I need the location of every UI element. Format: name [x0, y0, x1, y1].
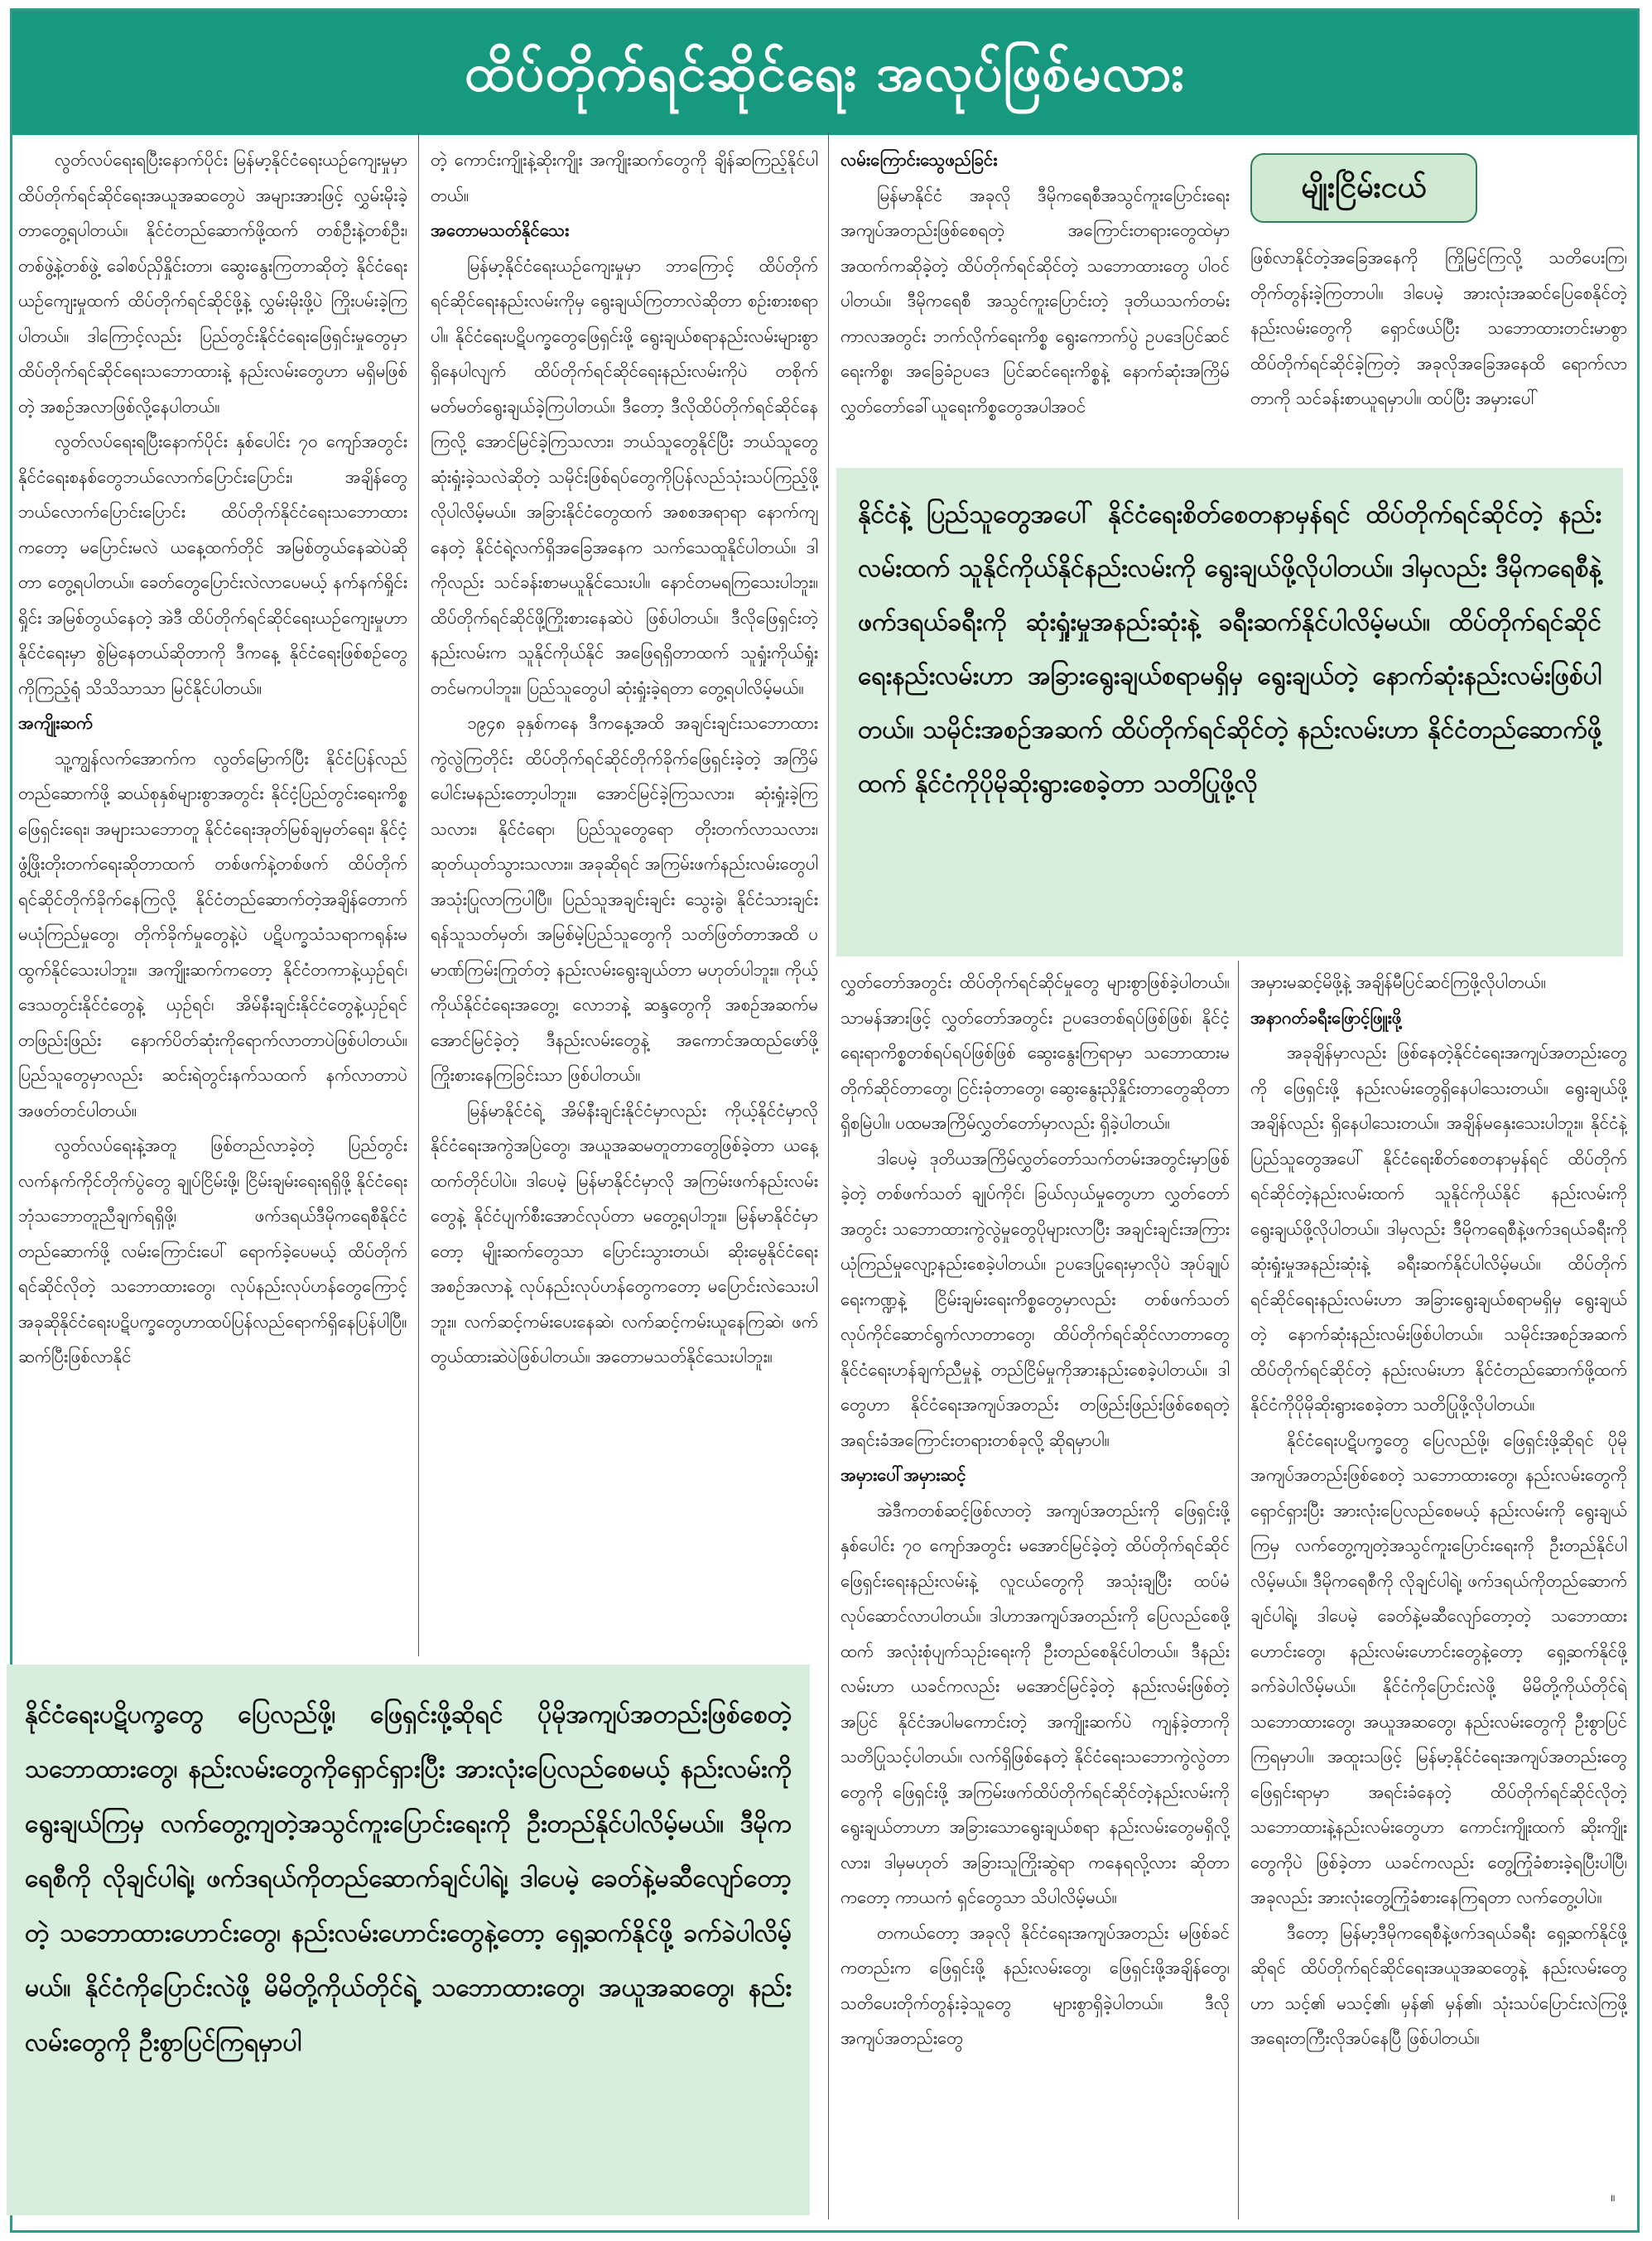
- pull-quote-text: နိုင်ငံနဲ့ ပြည်သူတွေအပေါ် နိုင်ငံရေးစိတ်စေတနာမှန်ရင် ထိပ်တိုက်ရင်ဆိုင်တဲ့ နည်းလမ်းထက် သူနိုင်ကိုယ်နိုင်နည်းလမ်းကို ရွေးချယ်ဖို့လိုပါတယ်။ ဒါမှလည်း ဒီမိုကရေစီနဲ့ဖက်ဒရယ်ခရီးကို ဆုံးရှုံးမှုအနည်းဆုံးနဲ့ ခရီးဆက်နိုင်ပါလိမ့်မယ်။ ထိပ်တိုက်ရင်ဆိုင်ရေးနည်းလမ်းဟာ အခြားရွေးချယ်စရာမရှိမှ ရွေးချယ်တဲ့ နောက်ဆုံးနည်းလမ်းဖြစ်ပါတယ်။ သမိုင်းအစဉ်အဆက် ထိပ်တိုက်ရင်ဆိုင်တဲ့ နည်းလမ်းဟာ နိုင်ငံတည်ဆောက်ဖို့ထက် နိုင်ငံကိုပိုမိုဆိုးရွားစေခဲ့တာ သတိပြုဖို့လို: [858, 500, 1601, 798]
- paragraph: လွတ်လပ်ရေးရပြီးနောက်ပိုင်း မြန်မာ့နိုင်ငံရေးယဉ်ကျေးမှုမှာ ထိပ်တိုက်ရင်ဆိုင်ရေးအယူအဆတွေပဲ အများအားဖြင့် လွှမ်းမိုးခဲ့တာတွေ့ရပါတယ်။ နိုင်ငံတည်ဆောက်ဖို့ထက် တစ်ဦးနဲ့တစ်ဦး၊ တစ်ဖွဲ့နဲ့တစ်ဖွဲ့ ခေါစပ်ညှိနှိုင်းတာ၊ ဆွေးနွေးကြတာဆိုတဲ့ နိုင်ငံရေးယဉ်ကျေးမှုထက် ထိပ်တိုက်ရင်ဆိုင်ဖို့နဲ့ လွှမ်းမိုးဖို့ပဲ ကြိုးပမ်းခဲ့ကြပါတယ်။ ဒါကြောင့်လည်း ပြည်တွင်းနိုင်ငံရေးဖြေရှင်းမှုတွေမှာ ထိပ်တိုက်ရင်ဆိုင်ရေးသဘောထားနဲ့ နည်းလမ်းတွေဟာ မရှိမဖြစ်တဲ့ အစဉ်အလာဖြစ်လို့နေပါတယ်။: [18, 150, 407, 417]
- paragraph: နိုင်ငံရေးပဋိပက္ခတွေ ပြေလည်ဖို့၊ ဖြေရှင်းဖို့ဆိုရင် ပိုမိုအကျပ်အတည်းဖြစ်စေတဲ့ သဘောထားတွေ၊ နည်းလမ်းတွေကို ရှောင်ရှားပြီး အားလုံးပြေလည်စေမယ့် နည်းလမ်းကို ရွေးချယ်ကြမှ လက်တွေ့ကျတဲ့အသွင်ကူးပြောင်းရေးကို ဦးတည်နိုင်ပါလိမ့်မယ်။ ဒီမိုကရေစီကို လိုချင်ပါရဲ့၊ ဖက်ဒရယ်ကိုတည်ဆောက်ချင်ပါရဲ့၊ ဒါပေမဲ့ ခေတ်နဲ့မဆီလျော်တော့တဲ့ သဘောထားဟောင်းတွေ၊ နည်းလမ်းဟောင်းတွေနဲ့တော့ ရှေ့ဆက်နိုင်ဖို့ ခက်ခဲပါလိမ့်မယ်။ နိုင်ငံကိုပြောင်းလဲဖို့ မိမိတို့ကိုယ်တိုင်ရဲ့ သဘောထားတွေ၊ အယူအဆတွေ၊ နည်းလမ်းတွေကို ဦးစွာပြင်ကြရမှာပါ။ အထူးသဖြင့် မြန်မာ့နိုင်ငံရေးအကျပ်အတည်းတွေဖြေရှင်းရာမှာ အရင်းခံနေတဲ့ ထိပ်တိုက်ရင်ဆိုင်လိုတဲ့ သဘောထားနဲ့နည်းလမ်းတွေဟာ ကောင်းကျိုးထက် ဆိုးကျိုးတွေကိုပဲ ဖြစ်ခဲ့တာ ယခင်ကလည်း တွေ့ကြုံခံစားခဲ့ရပြီးပါပြီ၊ အခုလည်း အားလုံးတွေ့ကြုံခံစားနေကြရတာ လက်တွေ့ပါပဲ။: [1250, 1429, 1627, 1907]
- paragraph: တကယ်တော့ အခုလို နိုင်ငံရေးအကျပ်အတည်း မဖြစ်ခင်ကတည်းက ဖြေရှင်းဖို့ နည်းလမ်းတွေ၊ ဖြေရှင်းဖို့အချိန်တွေ၊ သတိပေးတိုက်တွန်းခဲ့သူတွေ များစွာရှိခဲ့ပါတယ်။ ဒီလိုအကျပ်အတည်းတွေ: [840, 1922, 1230, 2048]
- section-heading: အမှားပေါ်အမှားဆင့်: [840, 1465, 966, 1485]
- section-heading: အနာဂတ်ခရီးဖြောင့်ဖြူးဖို့: [1250, 1007, 1402, 1028]
- pull-quote: [7, 1665, 810, 2215]
- paragraph: မြန်မာ့နိုင်ငံရေးယဉ်ကျေးမှုမှာ ဘာကြောင့် ထိပ်တိုက်ရင်ဆိုင်ရေးနည်းလမ်းကိုမှ ရွေးချယ်ကြတာလဲဆိုတာ စဉ်းစားစရာပါ။ နိုင်ငံရေးပဋိပက္ခတွေဖြေရှင်းဖို့ ရွေးချယ်စရာနည်းလမ်းများစွာရှိနေပါလျက် ထိပ်တိုက်ရင်ဆိုင်ရေးနည်းလမ်းကိုပဲ တစိုက်မတ်မတ်ရွေးချယ်ခဲ့ကြပါတယ်။ ဒီတော့ ဒီလိုထိပ်တိုက်ရင်ဆိုင်နေကြလို့ အောင်မြင်ခဲ့ကြသလား၊ ဘယ်သူတွေနိုင်ပြီး ဘယ်သူတွေဆုံးရှုံးခဲ့သလဲဆိုတဲ့ သမိုင်းဖြစ်ရပ်တွေကိုပြန်လည်သုံးသပ်ကြည့်ဖို့ လိုပါလိမ့်မယ်။ အခြားနိုင်ငံတွေထက် အစစအရာရာ နောက်ကျနေတဲ့ နိုင်ငံရဲ့လက်ရှိအခြေအနေက သက်သေထူနိုင်ပါတယ်။ ဒါကိုလည်း သင်ခန်းစာမယူနိုင်သေးပါ။ နောင်တမရကြသေးပါဘူး။ ထိပ်တိုက်ရင်ဆိုင်ဖို့ကြိုးစားနေဆဲပဲ ဖြစ်ပါတယ်။ ဒီလိုဖြေရှင်းတဲ့နည်းလမ်းက သူနိုင်ကိုယ်နိုင် အဖြေရရှိတာထက် သူရှုံးကိုယ်ရှုံးတင်မကပါဘူး။ ပြည်သူတွေပါ ဆုံးရှုံးခဲ့ရတာ တွေ့ရပါလိမ့်မယ်။: [431, 255, 818, 698]
- column-divider: [418, 133, 419, 1656]
- paragraph: ဖြစ်လာနိုင်တဲ့အခြေအနေကို ကြိုမြင်ကြလို့ သတိပေးကြ၊ တိုက်တွန်းခဲ့ကြတာပါ။ ဒါပေမဲ့ အားလုံးအဆင်ပြေစေနိုင်တဲ့ နည်းလမ်းတွေကို ရှောင်ဖယ်ပြီး သဘောထားတင်းမာစွာ ထိပ်တိုက်ရင်ဆိုင်ခဲ့ကြတဲ့ အခုလိုအခြေအနေထိ ရောက်လာတာကို သင်ခန်းစာယူရမှာပါ။ ထပ်ပြီး အမှားပေါ်: [1250, 248, 1627, 408]
- paragraph: အဲဒီကတစ်ဆင့်ဖြစ်လာတဲ့ အကျပ်အတည်းကို ဖြေရှင်းဖို့ နှစ်ပေါင်း ၇၀ ကျော်အတွင်း မအောင်မြင်ခဲ့တဲ့ ထိပ်တိုက်ရင်ဆိုင်ဖြေရှင်းရေးနည်းလမ်းနဲ့ လူငယ်တွေကို အသုံးချပြီး ထပ်မံလုပ်ဆောင်လာပါတယ်။ ဒါဟာအကျပ်အတည်းကို ပြေလည်စေဖို့ထက် အလုံးစုံပျက်သုဉ်းရေးကို ဦးတည်စေနိုင်ပါတယ်။ ဒီနည်းလမ်းဟာ ယခင်ကလည်း မအောင်မြင်ခဲ့တဲ့ နည်းလမ်းဖြစ်တဲ့အပြင် နိုင်ငံအပါမကောင်းတဲ့ အကျိုးဆက်ပဲ ကျန်ခဲ့တာကို သတိပြုသင့်ပါတယ်။ လက်ရှိဖြစ်နေတဲ့ နိုင်ငံရေးသဘောကွဲလွဲတာတွေကို ဖြေရှင်းဖို့ အကြမ်းဖက်ထိပ်တိုက်ရင်ဆိုင်တဲ့နည်းလမ်းကို ရွေးချယ်တာဟာ အခြားသောရွေးချယ်စရာ နည်းလမ်းတွေမရှိလို့လား၊ ဒါမှမဟုတ် အခြားသူကြိုးဆွဲရာ ကနေရလို့လား ဆိုတာကတော့ ကာယကံ ရှင်တွေသာ သိပါလိမ့်မယ်။: [840, 1500, 1230, 1907]
- column-4-top: [1250, 240, 1627, 457]
- column-divider: [828, 133, 829, 2219]
- paragraph: မြန်မာနိုင်ငံ အခုလို ဒီမိုကရေစီအသွင်ကူးပြောင်းရေးအကျပ်အတည်းဖြစ်စေရတဲ့ အကြောင်းတရားတွေထဲမှာ အထက်ကဆိုခဲ့တဲ့ ထိပ်တိုက်ရင်ဆိုင်တဲ့ သဘောထားတွေ ပါဝင်ပါတယ်။ ဒီမိုကရေစီ အသွင်ကူးပြောင်းတဲ့ ဒုတိယသက်တမ်းကာလအတွင်း ဘက်လိုက်ရေးကိစ္စ ရွေးကောက်ပွဲ ဥပဒေပြင်ဆင်ရေးကိစ္စ၊ အခြေခံဥပဒေ ပြင်ဆင်ရေးကိစ္စနဲ့ နောက်ဆုံးအကြိမ် လွှတ်တော်ခေါ်ယူရေးကိစ္စတွေအပါအဝင်: [840, 185, 1230, 417]
- pull-quote-text: နိုင်ငံရေးပဋိပက္ခတွေ ပြေလည်ဖို့၊ ဖြေရှင်းဖို့ဆိုရင် ပိုမိုအကျပ်အတည်းဖြစ်စေတဲ့ သဘောထားတွေ၊ နည်းလမ်းတွေကိုရှောင်ရှားပြီး အားလုံးပြေလည်စေမယ့် နည်းလမ်းကို ရွေးချယ်ကြမှ လက်တွေ့ကျတဲ့အသွင်ကူးပြောင်းရေးကို ဦးတည်နိုင်ပါလိမ့်မယ်။ ဒီမိုကရေစီကို လိုချင်ပါရဲ့၊ ဖက်ဒရယ်ကိုတည်ဆောက်ချင်ပါရဲ့၊ ဒါပေမဲ့ ခေတ်နဲ့မဆီလျော်တော့တဲ့ သဘောထားဟောင်းတွေ၊ နည်းလမ်းဟောင်းတွေနဲ့တော့ ရှေ့ဆက်နိုင်ဖို့ ခက်ခဲပါလိမ့်မယ်။ နိုင်ငံကိုပြောင်းလဲဖို့ မိမိတို့ကိုယ်တိုင်ရဲ့ သဘောထားတွေ၊ အယူအဆတွေ၊ နည်းလမ်းတွေကို ဦးစွာပြင်ကြရမှာပါ: [25, 1700, 792, 2057]
- paragraph: အမှားမဆင့်မိဖို့နဲ့ အချိန်မီပြင်ဆင်ကြဖို့လိုပါတယ်။: [1250, 972, 1546, 992]
- paragraph: သူ့ကျွန်လက်အောက်က လွတ်မြောက်ပြီး နိုင်ငံပြန်လည်တည်ဆောက်ဖို့ ဆယ်စုနှစ်များစွာအတွင်း နိုင်ငံ့ပြည်တွင်းရေးကိစ္စဖြေရှင်းရေး၊ အများသဘောတူ နိုင်ငံရေးအုတ်မြစ်ချမှတ်ရေး၊ နိုင်ငံ့ဖွံ့ဖြိုးတိုးတက်ရေးဆိုတာထက် တစ်ဖက်နဲ့တစ်ဖက် ထိပ်တိုက်ရင်ဆိုင်တိုက်ခိုက်နေကြလို့ နိုင်ငံတည်ဆောက်တဲ့အချိန်တောက် မယုံကြည်မှုတွေ၊ တိုက်ခိုက်မှုတွေနဲ့ပဲ ပဋိပက္ခသံသရာကရုန်းမထွက်နိုင်သေးပါဘူး။ အကျိုးဆက်ကတော့ နိုင်ငံတကာနဲ့ယှဉ်ရင်၊ ဒေသတွင်းနိုင်ငံတွေနဲ့ ယှဉ်ရင်၊ အိမ်နီးချင်းနိုင်ငံတွေနဲ့ယှဉ်ရင် တဖြည်းဖြည်း နောက်ပိတ်ဆုံးကိုရောက်လာတာပဲဖြစ်ပါတယ်။ ပြည်သူတွေမှာလည်း ဆင်းရဲတွင်းနက်သထက် နက်လာတာပဲ အဖတ်တင်ပါတယ်။: [18, 748, 407, 1120]
- column-3-top: [840, 142, 1230, 457]
- column-2: [431, 142, 818, 1658]
- author-name: မျိုးငြိမ်းငယ်: [1250, 153, 1477, 223]
- paragraph: ၁၉၄၈ ခုနှစ်ကနေ ဒီကနေ့အထိ အချင်းချင်းသဘောထားကွဲလွဲကြတိုင်း ထိပ်တိုက်ရင်ဆိုင်တိုက်ခိုက်ဖြေရှင်းခဲ့တဲ့ အကြိမ်ပေါင်းမနည်းတော့ပါဘူး။ အောင်မြင်ခဲ့ကြသလား၊ ဆုံးရှုံးခဲ့ကြသလား၊ နိုင်ငံရော၊ ပြည်သူတွေရော တိုးတက်လာသလား၊ ဆုတ်ယုတ်သွားသလား။ အခုဆိုရင် အကြမ်းဖက်နည်းလမ်းတွေပါ အသုံးပြုလာကြပါပြီ။ ပြည်သူအချင်းချင်း သွေးခွဲ၊ နိုင်ငံသားချင်း ရန်သူသတ်မှတ်၊ အမြစ်မဲ့ပြည်သူတွေကို သတ်ဖြတ်တာအထိ ပမာဏ်ကြမ်းကြုတ်တဲ့ နည်းလမ်းရွေးချယ်တာ မဟုတ်ပါဘူး။ ကိုယ့်ကိုယ်နိုင်ငံရေးအတွေ့၊ လောဘနဲ့ ဆန္ဒတွေကို အစဉ်အဆက်မအောင်မြင်ခဲ့တဲ့ ဒီနည်းလမ်းတွေနဲ့ အကောင်အထည်ဖော်ဖို့ ကြိုးစားနေကြခြင်းသာ ဖြစ်ပါတယ်။: [431, 713, 818, 1085]
- section-heading: လမ်းကြောင်းသွေဖည်ခြင်း: [840, 150, 998, 170]
- section-heading: အကျိုးဆက်: [18, 713, 94, 733]
- paragraph: လွတ်လပ်ရေးရပြီးနောက်ပိုင်း နှစ်ပေါင်း ၇၀ ကျော်အတွင်း နိုင်ငံရေးစနစ်တွေဘယ်လောက်ပြောင်းပြောင်း၊ အချိန်တွေဘယ်လောက်ပြောင်းပြောင်း ထိပ်တိုက်နိုင်ငံရေးသဘောထားကတော့ မပြောင်းမလဲ ယနေ့ထက်တိုင် အမြစ်တွယ်နေဆဲပဲဆိုတာ တွေ့ရပါတယ်။ ခေတ်တွေပြောင်းလဲလာပေမယ့် နက်နက်ရှိုင်းရှိုင်း အမြစ်တွယ်နေတဲ့ အဲဒီ ထိပ်တိုက်ရင်ဆိုင်ရေးယဉ်ကျေးမှုဟာ နိုင်ငံရေးမှာ စွဲမြဲနေတယ်ဆိုတာကို ဒီကနေ့ နိုင်ငံရေးဖြစ်စဉ်တွေကိုကြည့်ရုံ သိသိသာသာ မြင်နိုင်ပါတယ်။: [18, 431, 407, 698]
- paragraph: လွှတ်တော်အတွင်း ထိပ်တိုက်ရင်ဆိုင်မှုတွေ များစွာဖြစ်ခဲ့ပါတယ်။ သာမန်အားဖြင့် လွှတ်တော်အတွင်း ဥပဒေတစ်ရပ်ဖြစ်ဖြစ်၊ နိုင်ငံ့ရေးရာကိစ္စတစ်ရပ်ရပ်ဖြစ်ဖြစ် ဆွေးနွေးကြရာမှာ သဘောထားမတိုက်ဆိုင်တာတွေ၊ ငြင်းခုံတာတွေ၊ ဆွေးနွေးညှိနှိုင်းတာတွေဆိုတာ ရှိစမြဲပါ။ ပထမအကြိမ်လွှတ်တော်မှာလည်း ရှိခဲ့ပါတယ်။: [840, 972, 1230, 1133]
- section-heading: အတောမသတ်နိုင်သေး: [431, 220, 570, 240]
- paragraph: ဒီတော့ မြန်မာ့ဒီမိုကရေစီနဲ့ဖက်ဒရယ်ခရီး ရှေ့ဆက်နိုင်ဖို့ဆိုရင် ထိပ်တိုက်ရင်ဆိုင်ရေးအယူအဆတွေနဲ့ နည်းလမ်းတွေဟာ သင့်၏ မသင့်၏၊ မှန်၏ မှန်၏၊ သုံးသပ်ပြောင်းလဲကြဖို့ အရေးတကြီးလိုအပ်နေပြီ ဖြစ်ပါတယ်။: [1250, 1922, 1627, 2048]
- pull-quote: [836, 468, 1623, 957]
- column-4-bottom: [1250, 965, 1627, 2182]
- column-3-bottom: [840, 965, 1230, 2219]
- column-divider: [1238, 961, 1239, 2219]
- end-mark: ။: [1611, 2188, 1616, 2205]
- paragraph: အခုချိန်မှာလည်း ဖြစ်နေတဲ့နိုင်ငံရေးအကျပ်အတည်းတွေကို ဖြေရှင်းဖို့ နည်းလမ်းတွေရှိနေပါသေးတယ်။ ရွေးချယ်ဖို့အချိန်လည်း ရှိနေပါသေးတယ်။ အချိန်မနှေးသေးပါဘူး။ နိုင်ငံနဲ့ ပြည်သူတွေအပေါ် နိုင်ငံရေးစိတ်စေတနာမှန်ရင် ထိပ်တိုက်ရင်ဆိုင်တဲ့နည်းလမ်းထက် သူနိုင်ကိုယ်နိုင် နည်းလမ်းကို ရွေးချယ်ဖို့လိုပါတယ်။ ဒါမှလည်း ဒီမိုကရေစီနဲ့ဖက်ဒရယ်ခရီးကို ဆုံးရှုံးမှုအနည်းဆုံးနဲ့ ခရီးဆက်နိုင်ပါလိမ့်မယ်။ ထိပ်တိုက်ရင်ဆိုင်ရေးနည်းလမ်းဟာ အခြားရွေးချယ်စရာမရှိမှ ရွေးချယ်တဲ့ နောက်ဆုံးနည်းလမ်းဖြစ်ပါတယ်။ သမိုင်းအစဉ်အဆက် ထိပ်တိုက်ရင်ဆိုင်တဲ့ နည်းလမ်းဟာ နိုင်ငံတည်ဆောက်ဖို့ထက် နိုင်ငံကိုပိုမိုဆိုးရွားစေခဲ့တာ သတိပြုဖို့လိုပါတယ်။: [1250, 1043, 1627, 1414]
- paragraph: တဲ့ ကောင်းကျိုးနဲ့ဆိုးကျိုး အကျိုးဆက်တွေကို ချိန်ဆကြည့်နိုင်ပါတယ်။: [431, 150, 818, 205]
- column-1: [18, 142, 407, 1658]
- paragraph: လွတ်လပ်ရေးနဲ့အတူ ဖြစ်တည်လာခဲ့တဲ့ ပြည်တွင်းလက်နက်ကိုင်တိုက်ပွဲတွေ ချုပ်ငြိမ်းဖို့၊ ငြိမ်းချမ်းရေးရရှိဖို့ နိုင်ငံရေးဘုံသဘောတူညီချက်ရရှိဖို့၊ ဖက်ဒရယ်ဒီမိုကရေစီနိုင်ငံ တည်ဆောက်ဖို့ လမ်းကြောင်းပေါ် ရောက်ခဲ့ပေမယ့် ထိပ်တိုက်ရင်ဆိုင်လိုတဲ့ သဘောထားတွေ၊ လုပ်နည်းလုပ်ဟန်တွေကြောင့် အခုဆိုနိုင်ငံရေးပဋိပက္ခတွေဟာထပ်ပြန်လည်ရောက်ရှိနေပြန်ပါပြီ။ ဆက်ပြီးဖြစ်လာနိုင်: [18, 1135, 407, 1366]
- paragraph: မြန်မာနိုင်ငံရဲ့ အိမ်နီးချင်းနိုင်ငံမှာလည်း ကိုယ့်နိုင်ငံမှာလို နိုင်ငံရေးအကွဲအပြဲတွေ၊ အယူအဆမတူတာတွေဖြစ်ခဲ့တာ ယနေ့ထက်တိုင်ပါပဲ။ ဒါပေမဲ့ မြန်မာနိုင်ငံမှာလို အကြမ်းဖက်နည်းလမ်းတွေနဲ့ နိုင်ငံပျက်စီးအောင်လုပ်တာ မတွေ့ရပါဘူး။ မြန်မာနိုင်ငံမှာတော့ မျိုးဆက်တွေသာ ပြောင်းသွားတယ်၊ ဆိုးမွေနိုင်ငံရေး အစဉ်အလာနဲ့ လုပ်နည်းလုပ်ဟန်တွေကတော့ မပြောင်းလဲသေးပါဘူး။ လက်ဆင့်ကမ်းပေးနေဆဲ၊ လက်ဆင့်ကမ်းယူနေကြဆဲ၊ ဖက်တွယ်ထားဆဲပဲဖြစ်ပါတယ်။ အတောမသတ်နိုင်သေးပါဘူး။: [431, 1100, 818, 1366]
- article-title: ထိပ်တိုက်ရင်ဆိုင်ရေး အလုပ်ဖြစ်မလား: [12, 11, 1637, 135]
- paragraph: ဒါပေမဲ့ ဒုတိယအကြိမ်လွှတ်တော်သက်တမ်းအတွင်းမှာဖြစ်ခဲ့တဲ့ တစ်ဖက်သတ် ချုပ်ကိုင်၊ ခြယ်လှယ်မှုတွေဟာ လွှတ်တော်အတွင်း သဘောထားကွဲလွဲမှုတွေပိုများလာပြီး အချင်းချင်းအကြား ယုံကြည်မှုလျော့နည်းစေခဲ့ပါတယ်။ ဥပဒေပြုရေးမှာလိုပဲ အုပ်ချုပ်ရေးကဏ္ဍနဲ့ ငြိမ်းချမ်းရေးကိစ္စတွေမှာလည်း တစ်ဖက်သတ် လုပ်ကိုင်ဆောင်ရွက်လာတာတွေ၊ ထိပ်တိုက်ရင်ဆိုင်လာတာတွေ နိုင်ငံရေးဟန်ချက်ညီမှုနဲ့ တည်ငြိမ်မှုကိုအားနည်းစေခဲ့ပါတယ်။ ဒါတွေဟာ နိုင်ငံရေးအကျပ်အတည်း တဖြည်းဖြည်းဖြစ်စေရတဲ့ အရင်းခံအကြောင်းတရားတစ်ခုလို့ ဆိုရမှာပါ။: [840, 1148, 1230, 1450]
